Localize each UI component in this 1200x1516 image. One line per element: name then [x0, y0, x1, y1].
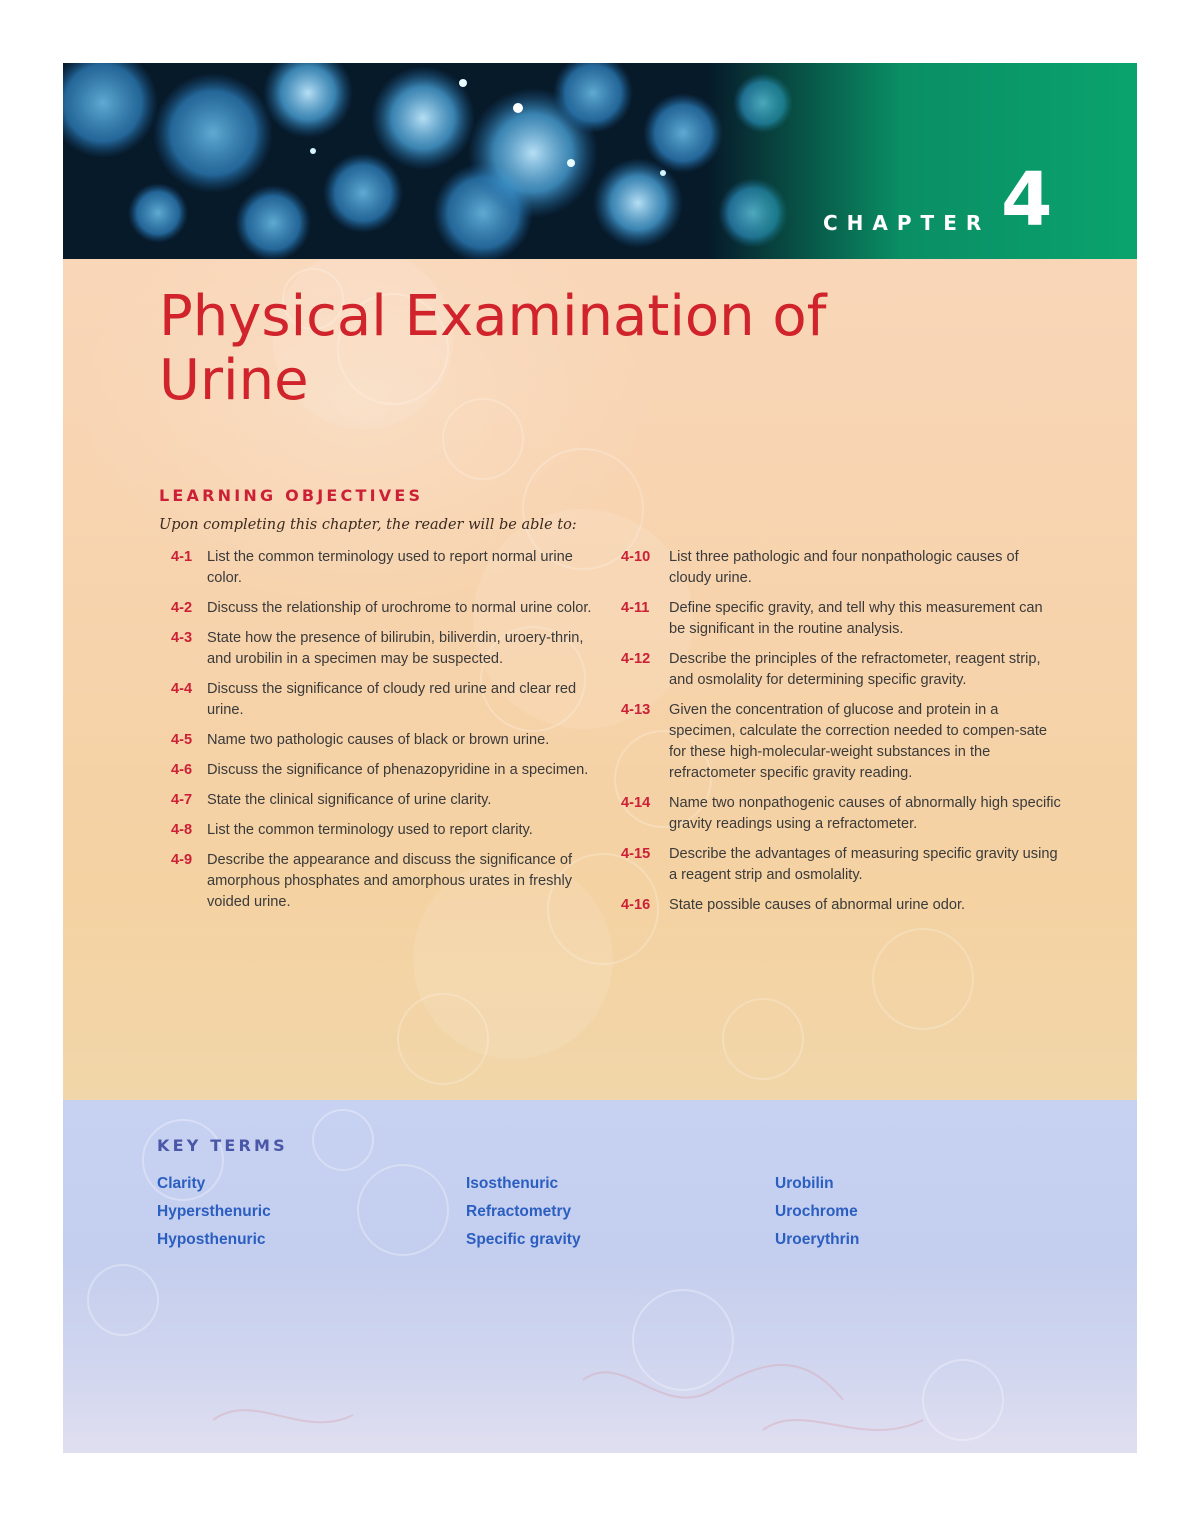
objective-number: 4-13 — [621, 702, 651, 718]
objective-text: Define specific gravity, and tell why this measurement can be significant in the routine analysis. — [669, 600, 1043, 637]
objective-number: 4-5 — [171, 732, 193, 748]
objective-text: State possible causes of abnormal urine odor. — [669, 897, 966, 913]
objective-text: Describe the appearance and discuss the significance of amorphous phosphates and amorphous urates in freshly voided urine. — [207, 852, 573, 910]
objective-item — [159, 790, 599, 811]
objective-number: 4-14 — [621, 795, 651, 811]
objective-item — [621, 649, 1061, 691]
objective-item — [159, 679, 599, 721]
objective-item — [159, 820, 599, 841]
key-term: Urochrome — [775, 1203, 858, 1220]
objective-text: Name two nonpathogenic causes of abnormally high specific gravity readings using a refractometer. — [669, 795, 1061, 832]
objective-number: 4-11 — [621, 600, 650, 616]
objective-text: Describe the principles of the refractometer, reagent strip, and osmolality for determining specific gravity. — [669, 651, 1041, 688]
objectives-left-column — [159, 547, 599, 922]
objective-text: Discuss the relationship of urochrome to normal urine color. — [207, 600, 592, 616]
objective-item — [159, 760, 599, 781]
objectives-section — [63, 259, 1137, 1100]
objective-number: 4-7 — [171, 792, 193, 808]
objective-text: Discuss the significance of cloudy red urine and clear red urine. — [207, 681, 577, 718]
objective-number: 4-3 — [171, 630, 193, 646]
chapter-title: Physical Examination of Urine — [159, 284, 827, 413]
objective-item — [159, 628, 599, 670]
key-terms-column-2 — [466, 1170, 581, 1254]
objective-number: 4-16 — [621, 897, 651, 913]
key-term: Isosthenuric — [466, 1175, 559, 1192]
objective-number: 4-12 — [621, 651, 651, 667]
objective-number: 4-15 — [621, 846, 651, 862]
key-term: Specific gravity — [466, 1231, 581, 1248]
objective-text: Given the concentration of glucose and protein in a specimen, calculate the correction needed to compen-sate for these high-molecular-weight substances in the refractometer specific gravity reading. — [669, 702, 1048, 781]
objective-number: 4-6 — [171, 762, 193, 778]
key-terms-heading: KEY TERMS — [157, 1136, 288, 1155]
objective-text: List three pathologic and four nonpathologic causes of cloudy urine. — [669, 549, 1019, 586]
objective-item — [621, 700, 1061, 784]
objective-number: 4-4 — [171, 681, 193, 697]
objective-text: State the clinical significance of urine clarity. — [207, 792, 492, 808]
chapter-opener-page — [63, 63, 1137, 1453]
objective-item — [621, 547, 1061, 589]
key-term: Clarity — [157, 1175, 206, 1192]
objective-item — [159, 730, 599, 751]
objective-item — [621, 598, 1061, 640]
objective-number: 4-8 — [171, 822, 193, 838]
objective-number: 4-1 — [171, 549, 193, 565]
objective-text: List the common terminology used to report normal urine color. — [207, 549, 573, 586]
chapter-header-band — [63, 63, 1137, 259]
objective-item — [159, 547, 599, 589]
objective-number: 4-10 — [621, 549, 651, 565]
objective-text: State how the presence of bilirubin, biliverdin, uroery-thrin, and urobilin in a specimen may be suspected. — [207, 630, 584, 667]
key-terms-column-3 — [775, 1170, 859, 1254]
key-terms-column-1 — [157, 1170, 271, 1254]
chapter-label: CHAPTER — [823, 211, 991, 235]
objective-text: Describe the advantages of measuring specific gravity using a reagent strip and osmolality. — [669, 846, 1058, 883]
objective-item — [621, 895, 1061, 916]
learning-objectives-intro: Upon completing this chapter, the reader will be able to: — [159, 517, 577, 533]
key-term: Hypersthenuric — [157, 1203, 271, 1220]
objective-item — [159, 850, 599, 913]
objective-text: Discuss the significance of phenazopyridine in a specimen. — [207, 762, 589, 778]
chapter-number: 4 — [1001, 157, 1053, 243]
key-term: Hyposthenuric — [157, 1231, 266, 1248]
objective-text: Name two pathologic causes of black or brown urine. — [207, 732, 550, 748]
key-term: Uroerythrin — [775, 1231, 860, 1248]
key-terms-section — [63, 1100, 1137, 1453]
objective-text: List the common terminology used to report clarity. — [207, 822, 533, 838]
objectives-right-column — [621, 547, 1061, 925]
objective-item — [621, 793, 1061, 835]
key-term: Refractometry — [466, 1203, 572, 1220]
learning-objectives-heading: LEARNING OBJECTIVES — [159, 486, 424, 505]
objective-item — [159, 598, 599, 619]
key-term: Urobilin — [775, 1175, 834, 1192]
objective-number: 4-2 — [171, 600, 193, 616]
objective-item — [621, 844, 1061, 886]
objective-number: 4-9 — [171, 852, 193, 868]
